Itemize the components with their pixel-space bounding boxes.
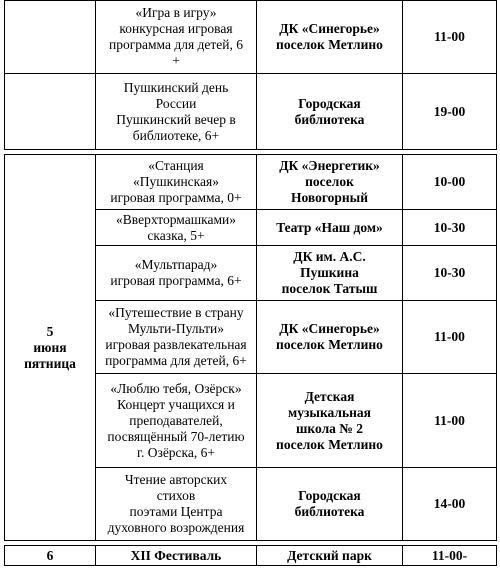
date-cell — [5, 1, 96, 74]
date-cell — [5, 74, 96, 150]
place-cell: Городская библиотека — [257, 468, 403, 541]
event-cell: «Мультпарад» игровая программа, 6+ — [96, 246, 257, 301]
date-month: июня — [33, 339, 67, 355]
table-row — [5, 546, 497, 566]
place-cell: Детская музыкальная школа № 2 поселок Метлино — [257, 374, 403, 468]
time-cell: 14-00 — [403, 468, 497, 541]
place-cell: ДК «Энергетик» поселок Новогорный — [257, 155, 403, 210]
place-cell: Детский парк — [257, 546, 403, 566]
table-row — [5, 74, 497, 150]
event-cell: Чтение авторских стихов поэтами Центра духовного возрождения — [96, 468, 257, 541]
time-cell: 10-30 — [403, 210, 497, 246]
place-cell: ДК «Синегорье» поселок Метлино — [257, 301, 403, 374]
date-day: 5 — [46, 323, 54, 339]
event-cell: «Игра в игру» конкурсная игровая программа для детей, 6 + — [96, 1, 257, 74]
date-weekday: пятница — [24, 355, 76, 371]
time-cell: 10-30 — [403, 246, 497, 301]
table-row — [5, 1, 497, 74]
event-cell: «Станция «Пушкинская» игровая программа, 0+ — [96, 155, 257, 210]
place-cell: ДК им. А.С. Пушкина поселок Татыш — [257, 246, 403, 301]
event-cell: «Люблю тебя, Озёрск» Концерт учащихся и преподавателей, посвящённый 70-летию г. Озёрска, 6+ — [96, 374, 257, 468]
event-cell: XII Фестиваль — [96, 546, 257, 566]
table-row — [5, 155, 497, 210]
time-cell: 11-00 — [403, 1, 497, 74]
event-cell: «Вверхтормашками» сказка, 5+ — [96, 210, 257, 246]
time-cell: 11-00 — [403, 374, 497, 468]
date-cell: 6 — [5, 546, 96, 566]
time-cell: 10-00 — [403, 155, 497, 210]
date-cell — [5, 155, 96, 541]
place-cell: Театр «Наш дом» — [257, 210, 403, 246]
place-cell: ДК «Синегорье» поселок Метлино — [257, 1, 403, 74]
event-cell: Пушкинский день России Пушкинский вечер в библиотеке, 6+ — [96, 74, 257, 150]
place-cell: Городская библиотека — [257, 74, 403, 150]
time-cell: 11-00- — [403, 546, 497, 566]
time-cell: 11-00 — [403, 301, 497, 374]
time-cell: 19-00 — [403, 74, 497, 150]
schedule-table — [4, 0, 497, 566]
event-cell: «Путешествие в страну Мульти-Пульти» игровая развлекательная программа для детей, 6+ — [96, 301, 257, 374]
